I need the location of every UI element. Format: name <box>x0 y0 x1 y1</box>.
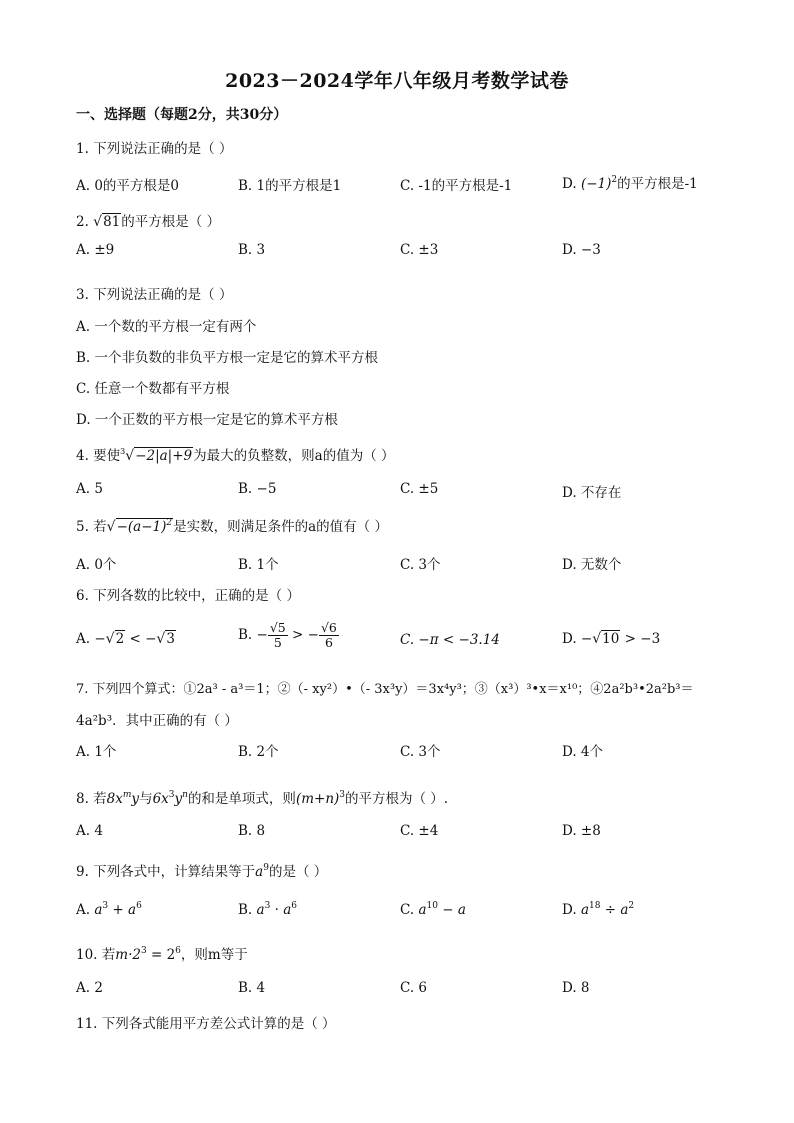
sqrt-icon: √ <box>105 631 115 647</box>
exponent: 18 <box>589 901 601 911</box>
question-5-stem <box>76 515 388 535</box>
question-4-option-c: C. ±5 <box>400 481 439 497</box>
operator: · <box>270 902 284 918</box>
option-label: B. − <box>238 626 268 643</box>
math-term: m·2 <box>115 947 141 963</box>
operator: + <box>108 902 129 918</box>
question-6-option-a <box>76 631 176 647</box>
question-6-option-c: C. −π < −3.14 <box>400 632 500 648</box>
stem-text: 的和是单项式，则 <box>187 791 296 807</box>
operator: = 2 <box>146 947 176 963</box>
sqrt-icon: √ <box>106 519 116 535</box>
question-number: 2. <box>76 214 94 230</box>
stem-text: 9. 下列各式中，计算结果等于 <box>76 864 256 880</box>
option-text: 的平方根是-1 <box>617 176 698 192</box>
math-term: y <box>174 791 183 807</box>
question-3-option-d: D. 一个正数的平方根一定是它的算术平方根 <box>76 412 338 428</box>
exponent: 6 <box>136 901 142 911</box>
radicand: −2|a|+9 <box>135 448 193 464</box>
radicand-expression: −(a−1) <box>116 519 167 535</box>
question-7-option-b: B. 2个 <box>238 744 279 760</box>
question-5-option-c: C. 3个 <box>400 557 441 573</box>
question-9-option-a <box>76 902 142 918</box>
question-6-option-b <box>238 621 339 650</box>
option-label: D. <box>562 176 581 192</box>
sqrt-icon: √ <box>156 631 166 647</box>
radicand: 2 <box>115 631 125 647</box>
stem-text: 是实数，则满足条件的a的值有（ ） <box>173 519 388 535</box>
option-label: B. <box>238 902 257 918</box>
exponent: 3 <box>168 790 175 800</box>
question-1-option-d <box>562 172 698 192</box>
math-term: a <box>418 902 427 918</box>
question-10-option-a: A. 2 <box>76 980 103 996</box>
exponent: 6 <box>175 946 181 956</box>
exponent: m <box>122 790 132 800</box>
question-7-option-c: C. 3个 <box>400 744 441 760</box>
sqrt-icon: √ <box>125 448 135 464</box>
math-term: y <box>131 791 140 807</box>
option-label: A. − <box>76 631 106 647</box>
question-7-stem-line-1: 7. 下列四个算式：①2a³ - a³＝1；②（- xy²）•（- 3x³y）＝3x⁴y³；③（x³）³•x＝x¹⁰；④2a²b³•2a²b³＝ <box>76 682 694 697</box>
question-2-option-b: B. 3 <box>238 242 266 258</box>
comparison: < − <box>125 631 157 647</box>
radicand <box>116 518 174 535</box>
numerator: √6 <box>320 620 337 635</box>
root-index: 3 <box>120 447 126 456</box>
question-10-option-d: D. 8 <box>562 980 590 996</box>
math-term: a <box>256 902 265 918</box>
stem-text: 与 <box>139 791 153 807</box>
exponent: 3 <box>264 901 271 911</box>
question-10-stem <box>76 943 248 963</box>
math-term: a <box>457 902 466 918</box>
question-5-option-b: B. 1个 <box>238 557 279 573</box>
denominator: 5 <box>273 634 282 650</box>
question-4-option-b: B. −5 <box>238 481 277 497</box>
stem-text: 10. 若 <box>76 947 116 963</box>
question-6-stem: 6. 下列各数的比较中，正确的是（ ） <box>76 588 300 604</box>
question-4-stem <box>76 444 394 464</box>
stem-text: 的平方根为（ ）. <box>345 791 449 807</box>
question-8-option-a: A. 4 <box>76 823 103 839</box>
radicand: 3 <box>166 631 175 647</box>
question-5-option-d: D. 无数个 <box>562 557 622 573</box>
fraction <box>268 621 288 650</box>
denominator: 6 <box>324 634 333 650</box>
comparison: > − <box>287 626 319 643</box>
exponent: n <box>182 790 188 800</box>
math-term: a <box>255 864 264 880</box>
radicand: 81 <box>103 214 121 230</box>
operator: ÷ <box>600 902 621 918</box>
exponent: 6 <box>291 901 297 911</box>
question-9-option-d <box>562 902 634 918</box>
stem-text: 的是（ ） <box>268 864 328 880</box>
question-3-option-b: B. 一个非负数的非负平方根一定是它的算术平方根 <box>76 350 379 366</box>
question-2-stem <box>76 210 220 230</box>
exponent: 10 <box>426 901 438 911</box>
math-term: a <box>128 902 137 918</box>
exponent: 2 <box>166 518 173 528</box>
math-term: a <box>94 902 103 918</box>
option-label: D. <box>562 902 581 918</box>
math-term: a <box>620 902 629 918</box>
stem-text: 的平方根是（ ） <box>121 214 221 230</box>
sqrt-icon: √ <box>93 214 103 230</box>
exam-title: 2023－2024学年八年级月考数学试卷 <box>225 70 569 92</box>
question-6-option-d <box>562 631 660 647</box>
question-9-option-c <box>400 902 466 918</box>
question-8-option-c: C. ±4 <box>400 823 439 839</box>
math-term: 6x <box>152 791 169 807</box>
numerator: √5 <box>269 620 286 635</box>
exponent: 3 <box>102 901 109 911</box>
math-term: (m+n) <box>295 791 340 807</box>
exponent: 3 <box>140 946 147 956</box>
option-label: C. <box>400 902 419 918</box>
question-11-stem: 11. 下列各式能用平方差公式计算的是（ ） <box>76 1016 336 1032</box>
stem-text: 5. 若 <box>76 519 107 535</box>
question-10-option-b: B. 4 <box>238 980 266 996</box>
question-7-stem-line-2: 4a²b³．其中正确的有（ ） <box>76 713 238 729</box>
question-4-option-d: D. 不存在 <box>562 485 622 501</box>
exponent: 3 <box>339 790 346 800</box>
question-2-option-c: C. ±3 <box>400 242 439 258</box>
question-3-option-c: C. 任意一个数都有平方根 <box>76 381 230 397</box>
question-7-option-d: D. 4个 <box>562 744 604 760</box>
stem-text: 8. 若 <box>76 791 107 807</box>
radicand: 10 <box>602 631 620 647</box>
option-label: A. <box>76 902 95 918</box>
question-1-stem: 1. 下列说法正确的是（ ） <box>76 141 233 157</box>
question-7-option-a: A. 1个 <box>76 744 117 760</box>
math-term: a <box>283 902 292 918</box>
question-10-option-c: C. 6 <box>400 980 428 996</box>
question-3-stem: 3. 下列说法正确的是（ ） <box>76 287 233 303</box>
question-1-option-c: C. -1的平方根是-1 <box>400 178 513 194</box>
section-heading: 一、选择题（每题2分，共30分） <box>76 107 288 123</box>
math-term: a <box>580 902 589 918</box>
question-8-option-d: D. ±8 <box>562 823 601 839</box>
question-8-option-b: B. 8 <box>238 823 266 839</box>
question-3-option-a: A. 一个数的平方根一定有两个 <box>76 319 257 335</box>
question-1-option-a: A. 0的平方根是0 <box>76 178 180 194</box>
exponent: 2 <box>611 175 618 185</box>
question-5-option-a: A. 0个 <box>76 557 117 573</box>
math-term: 8x <box>106 791 123 807</box>
sqrt-icon: √ <box>592 631 602 647</box>
question-9-option-b <box>238 902 297 918</box>
stem-text: 为最大的负整数，则a的值为（ ） <box>193 448 395 464</box>
stem-text: ，则m等于 <box>180 947 248 963</box>
math-expression: (−1) <box>580 176 612 192</box>
exponent: 2 <box>628 901 635 911</box>
question-2-option-d: D. −3 <box>562 242 601 258</box>
stem-text: 4. 要使 <box>76 448 121 464</box>
question-4-option-a: A. 5 <box>76 481 103 497</box>
option-label: D. − <box>562 631 593 647</box>
question-9-stem <box>76 860 327 880</box>
operator: − <box>437 902 458 918</box>
exponent: 9 <box>263 863 269 873</box>
comparison: > −3 <box>620 631 661 647</box>
question-1-option-b: B. 1的平方根是1 <box>238 178 342 194</box>
question-2-option-a: A. ±9 <box>76 242 115 258</box>
question-8-stem <box>76 787 448 807</box>
fraction <box>319 621 339 650</box>
